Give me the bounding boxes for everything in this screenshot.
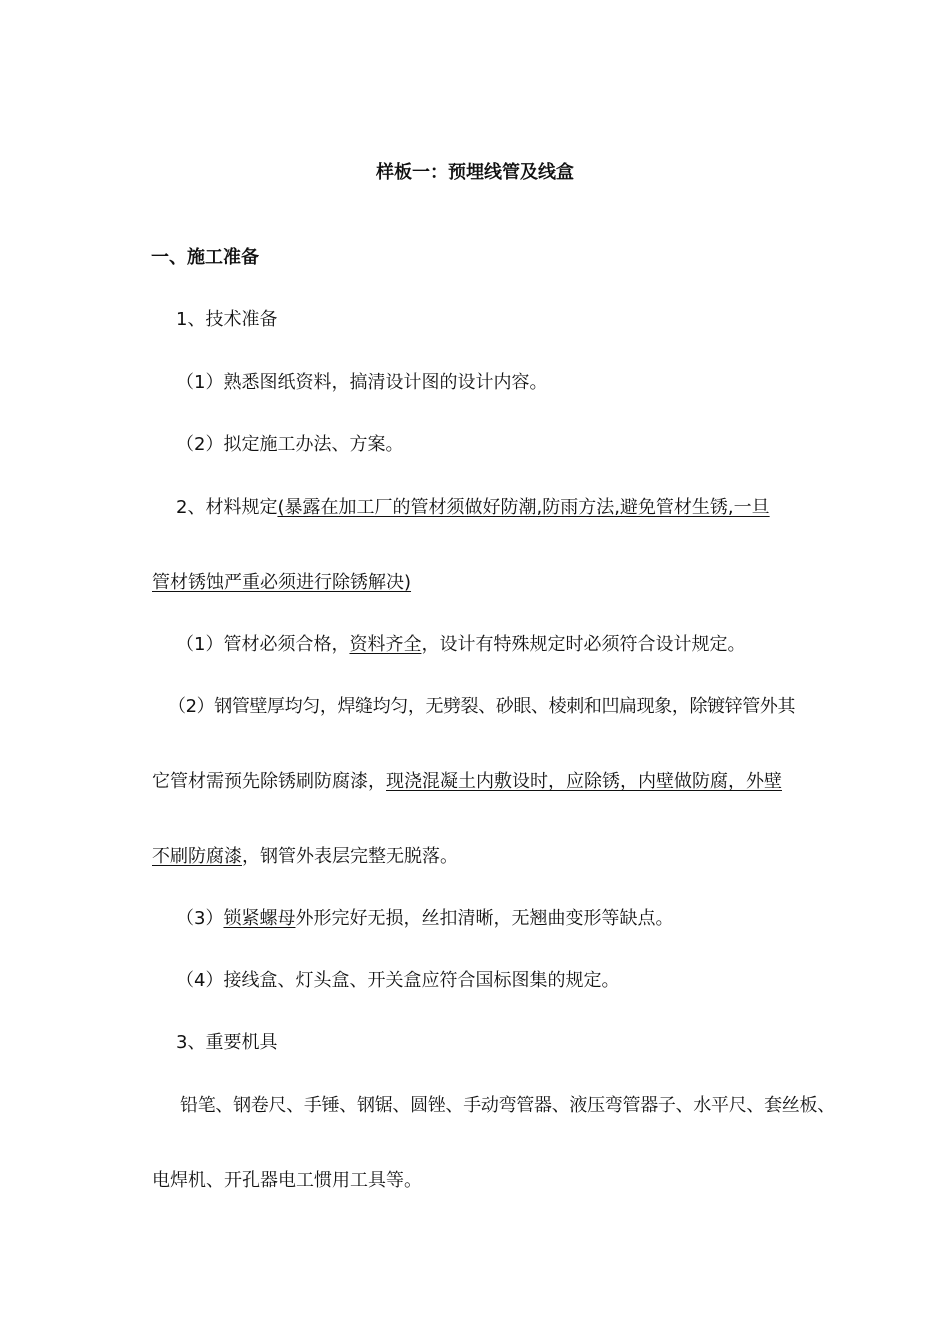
subheading-material (176, 496, 770, 520)
material-item-2-line-2-text-a: 它管材需预先除锈刷防腐漆， (152, 771, 386, 792)
material-item-3-text-c: 外形完好无损，丝扣清晰，无翘曲变形等缺点。 (295, 908, 674, 929)
material-item-3-text-a: （3） (176, 908, 224, 929)
material-item-1-text-c: ，设计有特殊规定时必须符合设计规定。 (421, 634, 746, 655)
material-item-1 (176, 633, 745, 657)
material-heading-note-line-2: 管材锈蚀严重必须进行除锈解决) (152, 572, 412, 593)
material-heading-prefix: 2、材料规定 (176, 497, 278, 518)
material-item-2-line-3-text-b: ，钢管外表层完整无脱落。 (242, 846, 458, 867)
material-item-2-line-3-underlined: 不刷防腐漆 (152, 846, 242, 867)
subheading-tech-prep: 1、技术准备 (176, 309, 278, 330)
section-heading-construction-prep: 一、施工准备 (151, 247, 259, 268)
material-heading-note-line-1: (暴露在加工厂的管材须做好防潮,防雨方法,避免管材生锈,一旦 (277, 497, 770, 518)
material-item-2-line-2 (152, 770, 782, 794)
tech-prep-item-2: （2）拟定施工办法、方案。 (176, 434, 404, 455)
material-item-4: （4）接线盒、灯头盒、开关盒应符合国标图集的规定。 (176, 970, 620, 991)
material-item-2-line-3 (152, 845, 458, 869)
tools-line-2: 电焊机、开孔器电工惯用工具等。 (152, 1170, 422, 1191)
material-item-1-text-a: （1）管材必须合格， (176, 634, 350, 655)
material-item-1-underlined: 资料齐全 (349, 634, 422, 655)
material-item-3 (176, 907, 673, 931)
document-title: 样板一：预埋线管及线盒 (376, 162, 574, 183)
tools-line-1: 铅笔、钢卷尺、手锤、钢锯、圆锉、手动弯管器、液压弯管器子、水平尺、套丝板、 (180, 1095, 835, 1116)
subheading-tools: 3、重要机具 (176, 1032, 278, 1053)
material-item-2-line-2-underlined: 现浇混凝土内敷设时，应除锈，内壁做防腐，外壁 (386, 771, 782, 792)
tech-prep-item-1: （1）熟悉图纸资料，搞清设计图的设计内容。 (176, 372, 548, 393)
material-item-3-underlined: 锁紧螺母 (223, 908, 296, 929)
material-item-2-line-1: （2）钢管壁厚均匀，焊缝均匀，无劈裂、砂眼、棱刺和凹扁现象，除镀锌管外其 (168, 696, 796, 717)
